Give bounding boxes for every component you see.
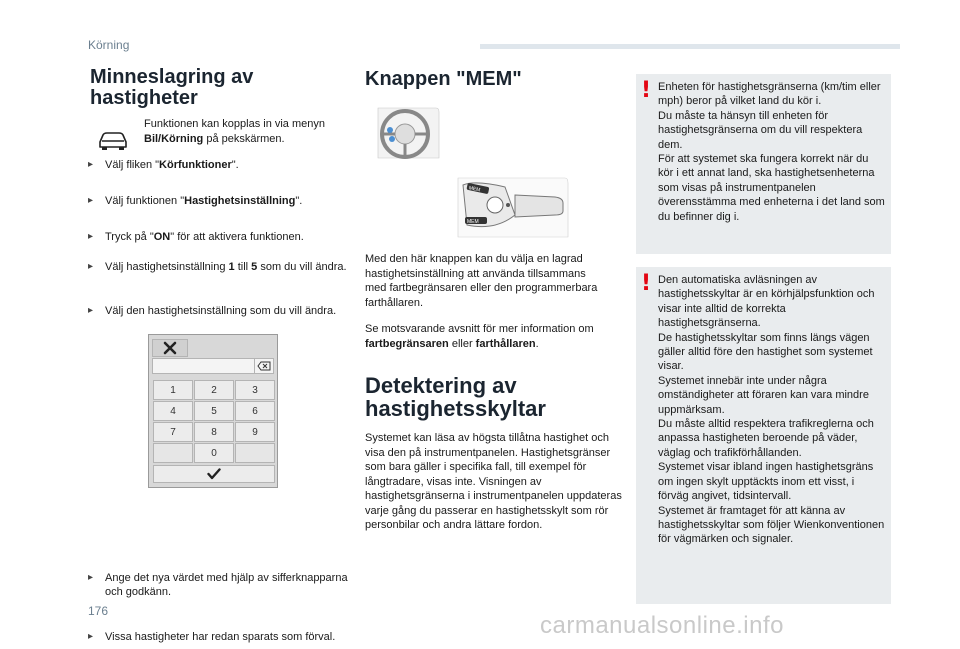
step-press-on: ▸ Tryck på "ON" för att aktivera funktionen. — [88, 230, 350, 245]
keypad-illustration — [148, 334, 278, 488]
section-label: Körning — [88, 38, 130, 52]
warning-exclamation-icon: ! — [641, 271, 652, 296]
keypad-key-2[interactable]: 2 — [194, 380, 234, 400]
warning-text-detection: Den automatiska avläsningen av hastighetsskyltar är en körhjälpsfunktion och visar inte alltid de korrekta hastighetsgränserna. De hastighetsskyltar som finns längs vägen gäller alltid före den hastighet som systemet visar. Systemet innebär inte under några omständigheter att föraren kan vara mindre uppmärksam. Du måste alltid respektera trafikreglerna och anpassa hastigheten beroende på väder, väglag och trafikförhållanden. Systemet visar ibland ingen hastighetsgräns om ingen skylt upptäckts inom ett visst, i förväg angivet, tidsintervall. Systemet är framtaget för att känna av hastighetsskyltar som följer Wienkonventionen för vägmärken och signaler. — [658, 274, 885, 546]
close-x-icon[interactable] — [152, 339, 188, 357]
backspace-icon[interactable] — [254, 358, 274, 374]
header-divider-bar — [480, 44, 900, 49]
keypad-key-4[interactable]: 4 — [153, 401, 193, 421]
section-title-speed-memory: Minneslagring av hastigheter — [90, 66, 254, 109]
step-presets-note: ▸ Vissa hastigheter har redan sparats som förval. — [88, 630, 350, 645]
watermark: carmanualsonline.info — [540, 612, 784, 639]
step-select-setting: ▸ Välj hastighetsinställning 1 till 5 som du vill ändra. — [88, 260, 350, 275]
page-number: 176 — [88, 604, 109, 618]
keypad-key-0[interactable]: 0 — [194, 443, 234, 463]
keypad-key-7[interactable]: 7 — [153, 422, 193, 442]
stalk-mem-label-top: MEM — [468, 185, 481, 194]
stalk-mem-label-bottom: MEM — [467, 219, 479, 225]
keypad-key-9[interactable]: 9 — [235, 422, 275, 442]
steering-wheel-illustration — [372, 104, 442, 162]
section-title-sign-detection: Detektering av hastighetsskyltar — [365, 373, 546, 421]
keypad-key-8[interactable]: 8 — [194, 422, 234, 442]
warning-exclamation-icon: ! — [641, 78, 652, 103]
checkmark-icon[interactable] — [153, 465, 275, 483]
step-select-tab: ▸ Välj fliken "Körfunktioner". — [88, 158, 350, 173]
sign-detection-description: Systemet kan läsa av högsta tillåtna hastighet och visa den på instrumentpanelen. Hastighetsgränser som bara gäller i specifika fall, till exempel för långtradare, visas inte. Visningen av hastighetsgränserna i instrumentpanelen uppdateras varje gång du passerar en hastighetsskylt som rör personbilar och andra lättare fordon. — [365, 432, 622, 531]
intro-text: Funktionen kan kopplas in via menyn Bil/Körning på pekskärmen. — [144, 118, 325, 145]
keypad-key-3[interactable]: 3 — [235, 380, 275, 400]
keypad-key-1[interactable]: 1 — [153, 380, 193, 400]
keypad-key-5[interactable]: 5 — [194, 401, 234, 421]
keypad-blank-right — [235, 443, 275, 463]
car-icon — [97, 127, 129, 151]
keypad-blank-left — [153, 443, 193, 463]
section-title-mem-button: Knappen "MEM" — [365, 68, 522, 90]
warning-box-units — [636, 74, 891, 254]
cruise-stalk-illustration — [455, 175, 570, 240]
mem-reference-note: Se motsvarande avsnitt för mer information om fartbegränsaren eller farthållaren. — [365, 323, 594, 350]
step-enter-value: ▸ Ange det nya värdet med hjälp av sifferknapparna och godkänn. — [88, 571, 350, 600]
warning-box-detection — [636, 267, 891, 604]
warning-text-units: Enheten för hastighetsgränserna (km/tim eller mph) beror på vilket land du kör i. Du måste ta hänsyn till enheten för hastighetsgränserna om du vill respektera dem. För att systemet ska fungera korrekt när du kör i ett annat land, ska hastighetsenheterna som visas på instrumentpanelen överensstämma med enheterna i det land som du befinner dig i. — [658, 81, 885, 223]
mem-description: Med den här knappen kan du välja en lagrad hastighetsinställning att använda tillsammans med fartbegränsaren eller den programmerbara farthållaren. — [365, 253, 598, 309]
step-select-to-change: ▸ Välj den hastighetsinställning som du vill ändra. — [88, 304, 350, 319]
step-select-function: ▸ Välj funktionen "Hastighetsinställning". — [88, 194, 350, 209]
keypad-key-6[interactable]: 6 — [235, 401, 275, 421]
